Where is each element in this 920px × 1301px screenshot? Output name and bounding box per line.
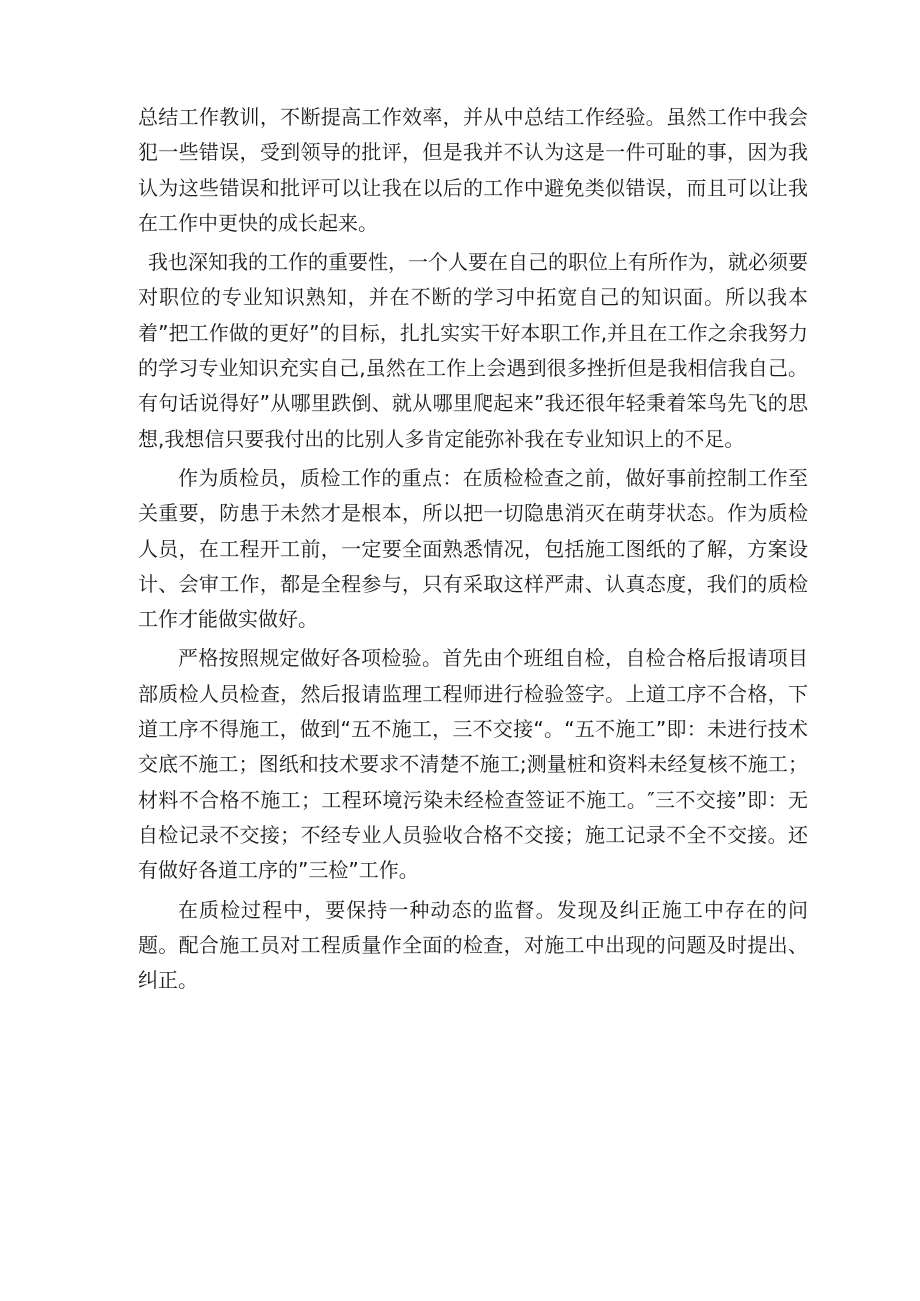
paragraph-job-importance: 我也深知我的工作的重要性，一个人要在自己的职位上有所作为，就必须要对职位的专业知识熟知，并在不断的学习中拓宽自己的知识面。所以我本着”把工作做的更好”的目标，扎扎实实干好本职工作,并且在工作之余我努力的学习专业知识充实自己,虽然在工作上会遇到很多挫折但是我相信我自己。有句话说得好”从哪里跌倒、就从哪里爬起来”我还很年轻秉着笨鸟先飞的思想,我想信只要我付出的比别人多肯定能弥补我在专业知识上的不足。 — [138, 250, 808, 451]
paragraph-dynamic-supervision: 在质检过程中，要保持一种动态的监督。发现及纠正施工中存在的问题。配合施工员对工程质量作全面的检查，对施工中出现的问题及时提出、纠正。 — [138, 897, 808, 993]
paragraph-work-lessons: 总结工作教训，不断提高工作效率，并从中总结工作经验。虽然工作中我会犯一些错误，受到领导的批评，但是我并不认为这是一件可耻的事，因为我认为这些错误和批评可以让我在以后的工作中避免类似错误，而且可以让我在工作中更快的成长起来。 — [138, 105, 808, 235]
document-page — [138, 100, 808, 1002]
paragraph-quality-inspector: 作为质检员，质检工作的重点：在质检检查之前，做好事前控制工作至关重要，防患于未然才是根本，所以把一切隐患消灭在萌芽状态。作为质检人员，在工程开工前，一定要全面熟悉情况，包括施工图纸的了解，方案设计、会审工作，都是全程参与，只有采取这样严肃、认真态度，我们的质检工作才能做实做好。 — [138, 465, 808, 632]
paragraph-inspection-rules: 严格按照规定做好各项检验。首先由个班组自检，自检合格后报请项目部质检人员检查，然后报请监理工程师进行检验签字。上道工序不合格，下道工序不得施工，做到“五不施工，三不交接“。“五不施工”即：未进行技术交底不施工；图纸和技术要求不清楚不施工;测量桩和资料未经复核不施工；材料不合格不施工；工程环境污染未经检查签证不施工。″三不交接”即：无自检记录不交接；不经专业人员验收合格不交接；施工记录不全不交接。还有做好各道工序的”三检”工作。 — [138, 646, 808, 883]
